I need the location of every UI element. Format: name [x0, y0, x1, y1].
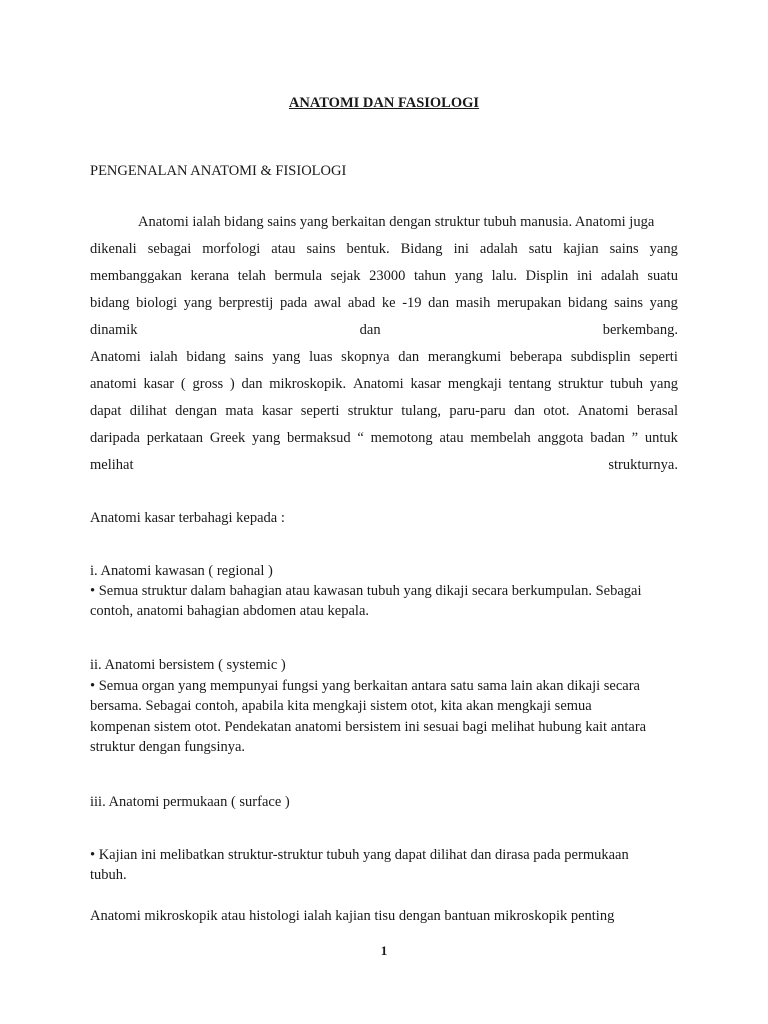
word: kerana [190, 268, 230, 284]
word: struktur [558, 376, 604, 392]
word: ini [576, 268, 593, 284]
word: luas [309, 349, 333, 365]
paragraph-2-line-5 [90, 456, 678, 474]
item-2-line-3: kompenan sistem otot. Pendekatan anatomi bersistem ini sesuai bagi melihat hubung kait antara [90, 719, 647, 735]
paragraph-1-line-5 [90, 321, 678, 339]
word: tubuh [609, 376, 644, 392]
word: yang [272, 349, 301, 365]
word: membanggakan [90, 268, 182, 284]
word: sains [614, 295, 644, 311]
word: sains [306, 241, 336, 257]
word: Anatomi [577, 403, 629, 419]
paragraph-2-line-1 [90, 348, 678, 366]
word: melihat [90, 457, 134, 473]
word: dinamik [90, 322, 138, 338]
word: ” [631, 430, 639, 446]
word: bentuk. [346, 241, 390, 257]
word: mengkaji [447, 376, 502, 392]
item-2-line-2: bersama. Sebagai contoh, apabila kita mengkaji sistem otot, kita akan mengkaji semua [90, 698, 592, 714]
word: tulang, [401, 403, 442, 419]
item-1-heading: i. Anatomi kawasan ( regional ) [90, 563, 273, 579]
word: adalah [479, 241, 518, 257]
word: ( [180, 376, 186, 392]
item-1-line-1: • Semua struktur dalam bahagian atau kawasan tubuh yang dikaji secara berkumpulan. Sebagai [90, 583, 642, 599]
paragraph-1-line-4 [90, 294, 678, 312]
closing-line: Anatomi mikroskopik atau histologi ialah kajian tisu dengan bantuan mikroskopik penting [90, 908, 615, 924]
word: tentang [508, 376, 552, 392]
word: Bidang [400, 241, 443, 257]
word: satu [528, 241, 553, 257]
word: mikroskopik. [269, 376, 347, 392]
word: dengan [175, 403, 217, 419]
paragraph-1-line-3 [90, 267, 678, 285]
item-2-line-4: struktur dengan fungsinya. [90, 739, 246, 755]
word: dapat [90, 403, 122, 419]
word: awal [313, 295, 342, 311]
word: anatomi [90, 376, 137, 392]
word: dan [398, 349, 420, 365]
word: masih [455, 295, 491, 311]
word: dikenali [90, 241, 137, 257]
word: adalah [600, 268, 639, 284]
word: dilihat [129, 403, 167, 419]
word: biologi [136, 295, 178, 311]
word: Anatomi [90, 349, 141, 365]
word: bidang [186, 349, 226, 365]
paragraph-2-line-3 [90, 402, 678, 420]
word: memotong [370, 430, 433, 446]
word: Greek [209, 430, 246, 446]
word: atau [439, 430, 464, 446]
word: abad [347, 295, 376, 311]
word: kajian [563, 241, 599, 257]
word: kasar [410, 376, 442, 392]
word: sains [234, 349, 264, 365]
word: anggota [537, 430, 584, 446]
word: ke [381, 295, 396, 311]
word: dan [514, 403, 536, 419]
paragraph-2-line-4 [90, 429, 678, 447]
word: bidang [567, 295, 608, 311]
paragraph-2-line-2 [90, 375, 678, 393]
word: skopnya [341, 349, 390, 365]
item-3-line-1: • Kajian ini melibatkan struktur-struktur tubuh yang dapat dilihat dan dirasa pada permukaan [90, 847, 629, 863]
section-heading: PENGENALAN ANATOMI & FISIOLOGI [90, 163, 347, 179]
word: untuk [644, 430, 678, 446]
word: morfologi [202, 241, 261, 257]
paragraph-1-line-2 [90, 240, 678, 258]
word: berprestij [218, 295, 274, 311]
word: atau [271, 241, 296, 257]
word: 23000 [369, 268, 406, 284]
word: ini [453, 241, 469, 257]
word: gross [192, 376, 224, 392]
word: Displin [525, 268, 569, 284]
word: bermula [274, 268, 323, 284]
word: merupakan [496, 295, 562, 311]
word: ialah [149, 349, 178, 365]
word: strukturnya. [608, 457, 678, 473]
word: kasar [261, 403, 293, 419]
word: “ [357, 430, 364, 446]
word: paru-paru [449, 403, 506, 419]
word: suatu [647, 268, 678, 284]
word: Anatomi [352, 376, 404, 392]
word: mata [225, 403, 254, 419]
word: seperti [639, 349, 678, 365]
word: seperti [300, 403, 340, 419]
item-1-line-2: contoh, anatomi bahagian abdomen atau kepala. [90, 603, 370, 619]
page-number: 1 [380, 943, 388, 958]
word: perkataan [146, 430, 204, 446]
list-intro: Anatomi kasar terbahagi kepada : [90, 510, 285, 526]
word: yang [252, 430, 281, 446]
word: tahun [413, 268, 447, 284]
word: yang [649, 241, 678, 257]
word: dan [428, 295, 450, 311]
word: beberapa [509, 349, 563, 365]
word: lalu. [491, 268, 517, 284]
word: membelah [470, 430, 531, 446]
word: dan [241, 376, 263, 392]
word: bermaksud [287, 430, 351, 446]
word: sains [609, 241, 639, 257]
word: telah [237, 268, 266, 284]
item-3-heading: iii. Anatomi permukaan ( surface ) [90, 794, 290, 810]
word: sejak [330, 268, 361, 284]
word: bidang [90, 295, 130, 311]
word: yang [454, 268, 483, 284]
item-2-line-1: • Semua organ yang mempunyai fungsi yang berkaitan antara satu sama lain akan dikaji secara [90, 678, 640, 694]
word: yang [649, 295, 678, 311]
word: daripada [90, 430, 140, 446]
word: -19 [402, 295, 422, 311]
word: yang [649, 376, 678, 392]
word: dan [359, 322, 381, 338]
word: ) [229, 376, 235, 392]
item-3-line-2: tubuh. [90, 867, 127, 883]
item-2-heading: ii. Anatomi bersistem ( systemic ) [90, 657, 286, 673]
paragraph-1-line-1: Anatomi ialah bidang sains yang berkaitan dengan struktur tubuh manusia. Anatomi juga [138, 214, 655, 230]
word: merangkumi [427, 349, 502, 365]
word: berkembang. [602, 322, 678, 338]
word: kasar [143, 376, 175, 392]
word: otot. [543, 403, 570, 419]
word: badan [590, 430, 625, 446]
word: pada [279, 295, 308, 311]
word: subdisplin [570, 349, 631, 365]
word: berasal [636, 403, 678, 419]
word: yang [183, 295, 212, 311]
word: struktur [347, 403, 393, 419]
document-title: ANATOMI DAN FASIOLOGI [288, 95, 480, 111]
word: sebagai [147, 241, 192, 257]
